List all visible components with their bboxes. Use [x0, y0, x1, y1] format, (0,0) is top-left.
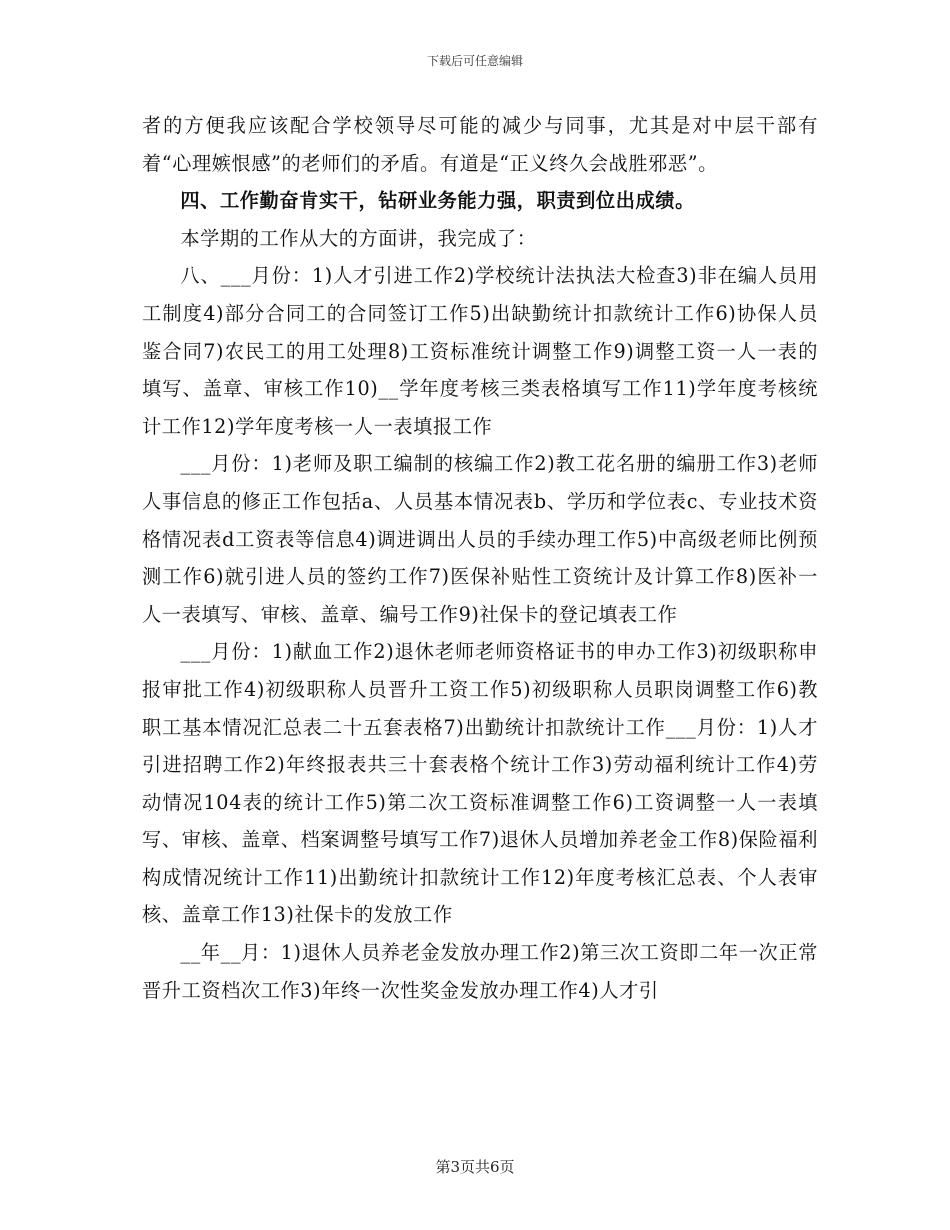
paragraph-continuation: 者的方便我应该配合学校领导尽可能的减少与同事，尤其是对中层干部有着“心理嫉恨感”的老师们的矛盾。有道是“正义终久会战胜邪恶”。 [142, 114, 818, 175]
section-heading: 四、工作勤奋肯实干，钻研业务能力强，职责到位出成绩。 [180, 189, 695, 213]
page-footer [0, 1156, 950, 1177]
document-body [142, 107, 818, 1009]
page-header [0, 52, 950, 69]
paragraph-month-3: ___月份：1)献血工作2)退休老师老师资格证书的申办工作3)初级职称申报审批工作4)初级职称人员晋升工资工作5)初级职称人员职岗调整工作6)教职工基本情况汇总表二十五套表格7)出勤统计扣款统计工作___月份：1)人才引进招聘工作2)年终报表共三十套表格个统计工作3)劳动福利统计工作4)劳动情况104表的统计工作5)第二次工资标准调整工作6)工资调整一人一表填写、审核、盖章、档案调整号填写工作7)退休人员增加养老金工作8)保险福利构成情况统计工作11)出勤统计扣款统计工作12)年度考核汇总表、个人表审核、盖章工作13)社保卡的发放工作 [142, 640, 818, 927]
paragraph-month-2: ___月份：1)老师及职工编制的核编工作2)教工花名册的编册工作3)老师人事信息的修正工作包括a、人员基本情况表b、学历和学位表c、专业技术资格情况表d工资表等信息4)调进调出人员的手续办理工作5)中高级老师比例预测工作6)就引进人员的签约工作7)医保补贴性工资统计及计算工作8)医补一人一表填写、审核、盖章、编号工作9)社保卡的登记填表工作 [142, 452, 818, 626]
paragraph-month-1: 八、___月份：1)人才引进工作2)学校统计法执法大检查3)非在编人员用工制度4)部分合同工的合同签订工作5)出缺勤统计扣款统计工作6)协保人员鉴合同7)农民工的用工处理8)工资标准统计调整工作9)调整工资一人一表的填写、盖章、审核工作10)__学年度考核三类表格填写工作11)学年度考核统计工作12)学年度考核一人一表填报工作 [142, 264, 818, 438]
page-number: 第3页共6页 [435, 1158, 515, 1176]
paragraph-year-month: __年__月：1)退休人员养老金发放办理工作2)第三次工资即二年一次正常晋升工资档次工作3)年终一次性奖金发放办理工作4)人才引 [142, 941, 818, 1002]
header-text: 下载后可任意编辑 [426, 54, 523, 68]
paragraph-intro: 本学期的工作从大的方面讲，我完成了： [180, 226, 537, 250]
